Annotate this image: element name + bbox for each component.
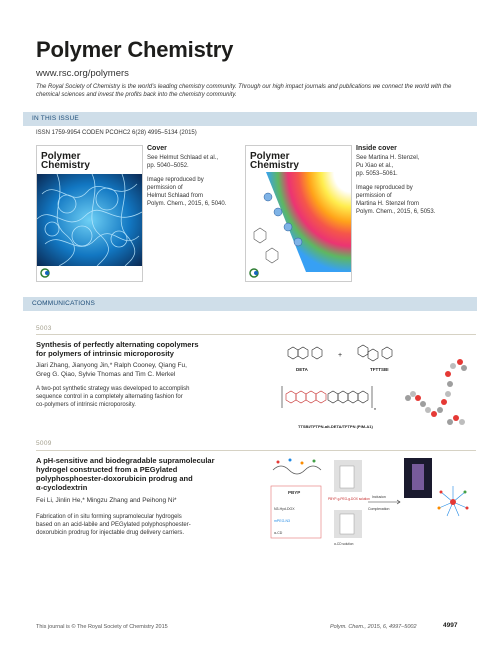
svg-text:N3-Hyd-DOX: N3-Hyd-DOX bbox=[274, 507, 295, 511]
cover-heading: Cover bbox=[147, 145, 167, 152]
article-authors: Jiari Zhang, Jianyong Jin,* Ralph Cooney, Qiang Fu, Greg G. Qiao, Sylvie Thomas and Tim C. Merkel bbox=[36, 362, 187, 378]
journal-url[interactable]: www.rsc.org/polymers bbox=[36, 68, 129, 79]
journal-title: Polymer Chemistry bbox=[36, 37, 234, 62]
article-abstract: A two-pot synthetic strategy was developed to accomplish sequence control in a completely alternating fashion for co-polymers of intrinsic microporosity. bbox=[36, 386, 190, 408]
monomer-b-label: TFTTSBI bbox=[370, 367, 389, 372]
divider bbox=[36, 450, 476, 451]
footer-copyright: This journal is © The Royal Society of Chemistry 2015 bbox=[36, 624, 168, 630]
svg-text:α-CD solution: α-CD solution bbox=[334, 542, 354, 546]
svg-text:α-CD: α-CD bbox=[274, 531, 283, 535]
polymer-3d-model bbox=[405, 359, 467, 425]
network-structure-illustration bbox=[37, 174, 142, 266]
monomer-a-label: DETA bbox=[296, 367, 308, 372]
pim-copolymer-figure bbox=[278, 338, 474, 434]
polymer-label: TTSBI/TFTPN-alt-DETA/TFTPN (PIM-A1) bbox=[298, 424, 373, 429]
rainbow-nanoparticle-illustration bbox=[246, 172, 351, 272]
svg-text:+: + bbox=[338, 352, 343, 359]
inside-cover-journal-title: Polymer Chemistry bbox=[250, 151, 299, 171]
svg-text:Inclusion: Inclusion bbox=[372, 495, 386, 499]
in-this-issue-band bbox=[23, 112, 477, 126]
footer-citation: Polym. Chem., 2015, 6, 4997–5002 bbox=[330, 624, 417, 630]
hydrogel-scheme-figure bbox=[268, 452, 476, 552]
communications-heading: COMMUNICATIONS bbox=[32, 300, 95, 307]
rsc-tagline: The Royal Society of Chemistry is the world’s leading chemistry community. Through our high impact journals and publications we connect the world with the chemical sciences and invest the profits back into the chemistry community. bbox=[36, 84, 452, 98]
article-title[interactable]: A pH-sensitive and biodegradable supramolecular hydrogel constructed from a PEGylated polyphosphoester-doxorubicin prodrug and α-cyclodextrin bbox=[36, 456, 215, 492]
footer-page-number: 4997 bbox=[443, 622, 458, 629]
article-page-number[interactable]: 5003 bbox=[36, 325, 52, 332]
cover-journal-title: Polymer Chemistry bbox=[41, 151, 90, 171]
cover-caption: Cover See Helmut Schlaad et al., pp. 5040–5052. Image reproduced by permission of Helmut Schlaad from Polym. Chem., 2015, 6, 5040. bbox=[147, 145, 227, 207]
divider bbox=[36, 334, 476, 335]
prodrug-chain-illustration bbox=[273, 459, 321, 475]
article-abstract: Fabrication of in situ forming supramolecular hydrogels based on an acid-labile and PEGylated polyphosphoester- doxorubicin prodrug for injectable drug delivery carriers. bbox=[36, 514, 191, 536]
rsc-logo-icon bbox=[40, 268, 52, 278]
repeat-unit-label: n bbox=[374, 406, 377, 411]
article-page-number[interactable]: 5009 bbox=[36, 440, 52, 447]
communications-band bbox=[23, 297, 477, 311]
rsc-logo-icon bbox=[249, 268, 261, 278]
svg-text:PBYP-g-PEG-g-DOX solution: PBYP-g-PEG-g-DOX solution bbox=[328, 497, 370, 501]
article-authors: Fei Li, Jinlin He,* Mingzu Zhang and Peihong Ni* bbox=[36, 497, 177, 504]
svg-text:mPEG-N3: mPEG-N3 bbox=[274, 519, 290, 523]
inside-cover-heading: Inside cover bbox=[356, 145, 397, 152]
cover-image[interactable] bbox=[36, 145, 143, 282]
inside-cover-image[interactable] bbox=[245, 145, 352, 282]
article-title[interactable]: Synthesis of perfectly alternating copolymers for polymers of intrinsic microporosity bbox=[36, 340, 199, 358]
box-title: PBYP bbox=[288, 490, 301, 495]
inside-cover-caption: Inside cover See Martina H. Stenzel, Pu Xiao et al., pp. 5053–5061. Image reproduced by permission of Martina H. Stenzel from Polym. Chem., 2015, 6, 5053. bbox=[356, 145, 436, 215]
svg-text:Complexation: Complexation bbox=[368, 507, 390, 511]
issn-line: ISSN 1759-9954 CODEN PCOHC2 6(28) 4995–5134 (2015) bbox=[36, 130, 197, 136]
in-this-issue-heading: IN THIS ISSUE bbox=[32, 115, 79, 122]
